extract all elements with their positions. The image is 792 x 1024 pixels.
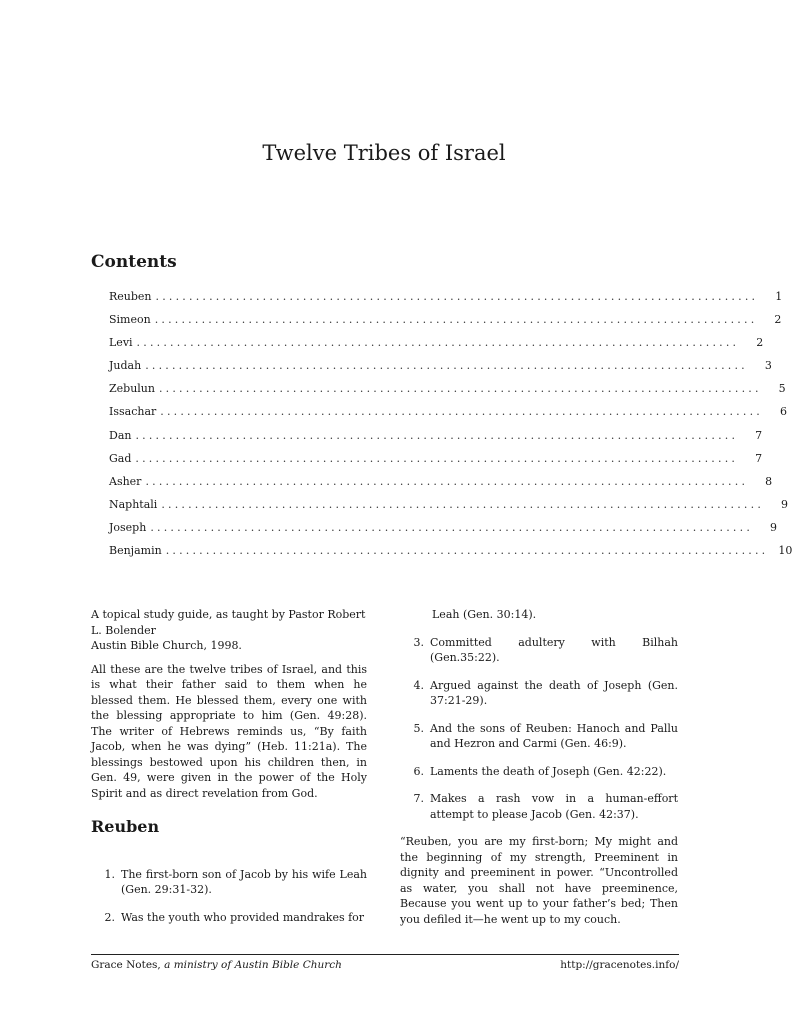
toc-entry[interactable]	[109, 382, 786, 405]
list-item-text: Was the youth who provided mandrakes for	[121, 910, 365, 924]
toc-dot-leader: ..........................................................................................	[135, 428, 739, 442]
toc-dot-leader: ..........................................................................................	[154, 313, 758, 327]
intro-church-line: Austin Bible Church, 1998.	[91, 639, 242, 652]
list-item-number: 5.	[413, 721, 424, 735]
list-item	[400, 635, 678, 666]
list-item-number: 7.	[413, 792, 424, 805]
toc-dot-leader: ..........................................................................................	[135, 451, 739, 465]
footer-credit	[91, 959, 342, 971]
toc-dot-leader: ..........................................................................................	[165, 544, 769, 558]
toc-dot-leader: ..........................................................................................	[145, 474, 749, 488]
toc-entry-page: 9	[781, 497, 789, 511]
intro-paragraph: All these are the twelve tribes of Israel, and this is what their father said to them when he blessed them. He blessed them, every one with the blessing appropriate to him (Gen. 49:28). The writer of Hebrews reminds us, “By faith Jacob, when he was dying” (Heb. 11:21a). The blessings bestowed upon his children then, in Gen. 49, were given in the power of the Holy Spirit and as direct revelation from God.	[91, 662, 367, 800]
toc-entry[interactable]	[109, 428, 763, 452]
genesis-quote: “Reuben, you are my first-born; My might and the beginning of my strength, Preeminent in dignity and preeminent in power. “Uncontrolled as water, you shall not have preeminence, Because you went up to your father’s bed; Then you defiled it—he went up to my couch.	[400, 835, 678, 926]
list-item	[400, 764, 678, 780]
list-item-text: The first-born son of Jacob by his wife Leah (Gen. 29:31-32).	[121, 867, 367, 896]
toc-dot-leader: ..........................................................................................	[145, 359, 748, 373]
toc-entry-page: 10	[778, 544, 792, 558]
toc-entry-name: Asher	[109, 474, 142, 488]
toc-entry[interactable]	[109, 451, 763, 475]
page-footer	[91, 954, 679, 971]
toc-entry[interactable]	[109, 336, 764, 359]
list-item-text: Laments the death of Joseph (Gen. 42:22).	[430, 764, 667, 778]
list-item-number: 2.	[104, 910, 115, 924]
footer-ministry-name: a ministry of Austin Bible Church	[164, 959, 342, 971]
footer-url-link[interactable]: http://gracenotes.info/	[560, 959, 679, 971]
toc-entry[interactable]	[109, 497, 789, 521]
list-item-text: Makes a rash vow in a human-effort attempt to please Jacob (Gen. 42:37).	[430, 792, 678, 821]
toc-entry-page: 7	[755, 451, 763, 465]
intro-author-line: A topical study guide, as taught by Pastor Robert L. Bolender	[91, 608, 366, 637]
list-item	[91, 867, 367, 898]
toc-entry[interactable]	[109, 290, 783, 313]
list-item	[400, 678, 678, 709]
footer-credit-prefix: Grace Notes,	[91, 959, 165, 971]
toc-entry-page: 2	[774, 313, 782, 327]
list-item-text: Committed adultery with Bilhah (Gen.35:22).	[430, 635, 678, 664]
toc-entry-page: 5	[778, 382, 786, 396]
toc-dot-leader: ..........................................................................................	[155, 290, 759, 303]
list-item-number: 1.	[104, 867, 115, 881]
list-item-number: 3.	[413, 635, 424, 649]
toc-dot-leader: ..........................................................................................	[161, 497, 765, 511]
toc-entry[interactable]	[109, 474, 773, 498]
toc-entry-name: Reuben	[109, 290, 152, 303]
toc-entry-name: Simeon	[109, 313, 151, 327]
list-item	[91, 910, 367, 926]
contents-heading: Contents	[91, 252, 177, 272]
toc-entry[interactable]	[109, 313, 782, 336]
right-column	[400, 607, 678, 935]
intro-credit	[91, 607, 367, 654]
toc-entry-page: 3	[764, 359, 772, 373]
list-item-text: And the sons of Reuben: Hanoch and Pallu and Hezron and Carmi (Gen. 46:9).	[430, 721, 678, 750]
reuben-facts-list-left	[91, 867, 367, 926]
list-item	[400, 721, 678, 752]
toc-entry-name: Joseph	[109, 520, 147, 534]
toc-entry-name: Judah	[109, 359, 142, 373]
toc-entry[interactable]	[109, 405, 787, 428]
left-column	[91, 607, 367, 937]
toc-entry-page: 9	[770, 520, 778, 534]
toc-entry[interactable]	[109, 520, 778, 544]
toc-entry-page: 8	[765, 474, 773, 488]
toc-dot-leader: ..........................................................................................	[150, 520, 754, 534]
toc-entry-name: Gad	[109, 451, 132, 465]
list-item-text: Argued against the death of Joseph (Gen. 37:21-29).	[430, 678, 678, 707]
table-of-contents	[109, 290, 792, 567]
toc-entry-name: Dan	[109, 428, 132, 442]
toc-entry[interactable]	[109, 359, 772, 382]
toc-dot-leader: ..........................................................................................	[158, 382, 762, 396]
toc-dot-leader: ..........................................................................................	[136, 336, 740, 350]
reuben-facts-list-right	[400, 635, 678, 823]
toc-entry-page: 7	[755, 428, 763, 442]
list-item-number: 4.	[413, 678, 424, 692]
list-item	[400, 791, 678, 822]
section-heading-reuben: Reuben	[91, 817, 160, 836]
toc-entry[interactable]	[109, 544, 792, 567]
toc-entry-name: Levi	[109, 336, 133, 350]
list-item-continuation: Leah (Gen. 30:14).	[432, 608, 537, 621]
toc-entry-name: Benjamin	[109, 544, 162, 558]
toc-entry-page: 2	[756, 336, 764, 350]
toc-entry-name: Issachar	[109, 405, 157, 419]
document-title: Twelve Tribes of Israel	[262, 141, 506, 165]
toc-entry-name: Zebulun	[109, 382, 155, 396]
toc-entry-page: 1	[775, 290, 783, 303]
toc-entry-name: Naphtali	[109, 497, 158, 511]
toc-dot-leader: ..........................................................................................	[160, 405, 763, 419]
toc-entry-page: 6	[779, 405, 787, 419]
list-item-number: 6.	[413, 764, 424, 778]
